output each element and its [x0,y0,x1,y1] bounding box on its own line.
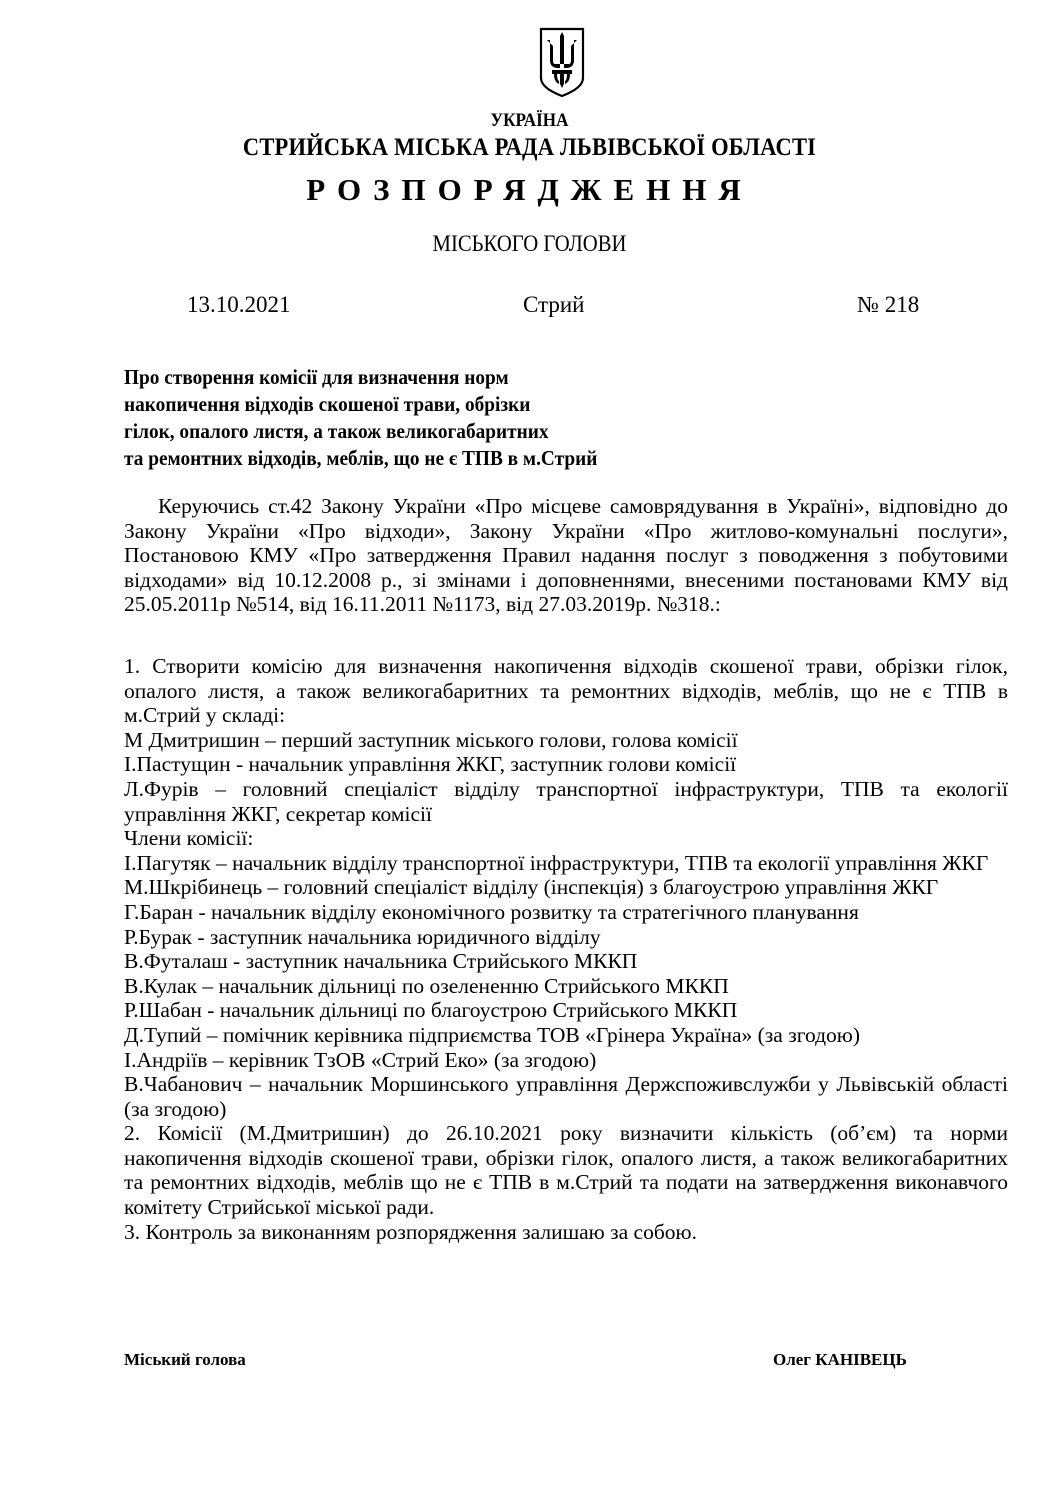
signature-position: Міський голова [124,1350,246,1369]
subject-line: накопичення відходів скошеної трави, обрізки [124,392,531,416]
coat-of-arms-icon [538,26,586,98]
commission-deputy-chair: І.Пастущин - начальник управління ЖКГ, заступник голови комісії [124,752,737,777]
preamble-paragraph: Керуючись ст.42 Закону України «Про місцеве самоврядування в Україні», відповідно до Закону України «Про відходи», Закону України «Про житлово-комунальні послуги», Постановою КМУ «Про затвердження Правил надання послуг з поводження з побутовими відходами» від 10.12.2008 р., зі змінами і доповненнями, внесеними постановами КМУ від 25.05.2011р №514, від 16.11.2011 №1173, від 27.03.2019р. №318.: [124,494,1008,617]
item-3: 3. Контроль за виконанням розпорядження залишаю за собою. [124,1219,697,1244]
commission-chair: М Дмитришин – перший заступник міського голови, голова комісії [124,727,738,752]
council-name: СТРИЙСЬКА МІСЬКА РАДА ЛЬВІВСЬКОЇ ОБЛАСТІ [242,134,817,161]
item-1-intro: 1. Створити комісію для визначення накопичення відходів скошеної трави, обрізки гілок, опалого листя, а також великогабаритних та ремонтних відходів, меблів, що не є ТПВ в м.Стрий у складі: [124,654,1008,728]
country-name: УКРАЇНА [490,110,569,131]
member-item: Г.Баран - начальник відділу економічного розвитку та стратегічного планування [124,899,859,924]
item-2: 2. Комісії (М.Дмитришин) до 26.10.2021 року визначити кількість (об’єм) та норми накопичення відходів скошеної трави, обрізки гілок, опалого листя, а також великогабаритних та ремонтних відходів, меблів що не є ТПВ в м.Стрий та подати на затвердження виконавчого комітету Стрийської міської ради. [124,1121,1008,1220]
order-content [124,654,1008,1244]
member-item: В.Кулак – начальник дільниці по озелененню Стрийського МККП [124,973,729,998]
member-item: В.Футалаш - заступник начальника Стрийського МККП [124,949,638,974]
document-issuer: МІСЬКОГО ГОЛОВИ [432,231,627,256]
member-item: Р.Шабан - начальник дільниці по благоустрою Стрийського МККП [124,998,738,1023]
document-place: Стрий [523,292,585,317]
subject-line: гілок, опалого листя, а також великогабаритних [124,419,549,443]
member-item: В.Чабанович – начальник Моршинського управління Держспоживслужби у Львівській області (за згодою) [124,1072,1008,1121]
document-date: 13.10.2021 [187,292,291,317]
members-label: Члени комісії: [124,826,254,851]
document-subject [124,364,597,472]
signature-name: Олег КАНІВЕЦЬ [773,1350,907,1369]
member-item: Р.Бурак - заступник начальника юридичного відділу [124,924,601,949]
commission-secretary: Л.Фурів – головний спеціаліст відділу транспортної інфраструктури, ТПВ та екології управління ЖКГ, секретар комісії [124,776,1008,826]
member-item: Д.Тупий – помічник керівника підприємства ТОВ «Грінера Україна» (за згодою) [124,1022,861,1047]
subject-line: та ремонтних відходів, меблів, що не є ТПВ в м.Стрий [124,446,598,470]
member-item: М.Шкрібинець – головний спеціаліст відділу (інспекція) з благоустрою управління ЖКГ [124,875,939,900]
member-item: І.Андріїв – керівник ТзОВ «Стрий Еко» (за згодою) [124,1047,597,1072]
member-item: І.Пагутяк – начальник відділу транспортної інфраструктури, ТПВ та екології управління ЖКГ [124,850,989,875]
document-number: № 218 [857,292,920,317]
subject-line: Про створення комісії для визначення норм [124,365,509,389]
document-type: РОЗПОРЯДЖЕННЯ [306,172,753,207]
